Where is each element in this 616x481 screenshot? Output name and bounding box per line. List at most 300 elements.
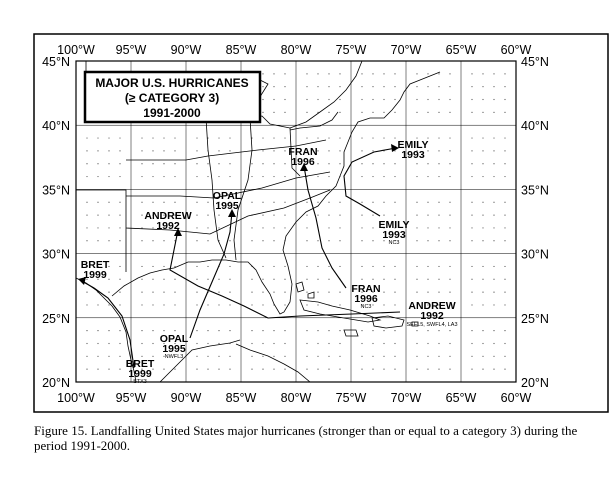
grid-dot [394, 369, 395, 370]
grid-dot [141, 163, 142, 164]
grid-dot [317, 202, 318, 203]
longitude-labels-top [57, 43, 531, 57]
grid-dot [306, 73, 307, 74]
grid-dot [361, 343, 362, 344]
grid-dot [328, 240, 329, 241]
grid-dot [339, 112, 340, 113]
grid-dot [493, 150, 494, 151]
grid-dot [207, 330, 208, 331]
grid-dot [273, 292, 274, 293]
grid-dot [273, 330, 274, 331]
grid-dot [174, 266, 175, 267]
grid-dot [196, 343, 197, 344]
grid-dot [196, 214, 197, 215]
grid-dot [119, 369, 120, 370]
grid-dot [427, 227, 428, 228]
longitude-label-bottom: 75°W [335, 391, 367, 405]
grid-dot [86, 137, 87, 138]
grid-dot [273, 150, 274, 151]
grid-dot [229, 330, 230, 331]
grid-dot [361, 227, 362, 228]
grid-dot [86, 343, 87, 344]
grid-dot [328, 214, 329, 215]
grid-dot [427, 279, 428, 280]
grid-dot [328, 176, 329, 177]
longitude-label-bottom: 90°W [170, 391, 202, 405]
grid-dot [394, 73, 395, 74]
grid-dot [328, 343, 329, 344]
bret-landfall: STX3 [133, 379, 147, 385]
latitude-label-left: 30°N [42, 247, 70, 262]
grid-dot [471, 292, 472, 293]
grid-dot [383, 279, 384, 280]
grid-dot [383, 292, 384, 293]
grid-dot [449, 343, 450, 344]
grid-dot [306, 214, 307, 215]
grid-dot [328, 369, 329, 370]
grid-dot [273, 86, 274, 87]
grid-dot [284, 266, 285, 267]
grid-dot [284, 202, 285, 203]
longitude-label-top: 90°W [170, 43, 202, 57]
grid-dot [229, 150, 230, 151]
grid-dot [119, 240, 120, 241]
grid-dot [471, 279, 472, 280]
longitude-labels-bottom [57, 391, 531, 405]
title-line-3: 1991-2000 [143, 106, 201, 120]
grid-dot [339, 73, 340, 74]
grid-dot [163, 266, 164, 267]
grid-dot [163, 279, 164, 280]
grid-dot [163, 137, 164, 138]
grid-dot [251, 304, 252, 305]
grid-dot [504, 202, 505, 203]
grid-dot [262, 240, 263, 241]
grid-dot [86, 330, 87, 331]
grid-dot [339, 86, 340, 87]
grid-dot [86, 369, 87, 370]
grid-dot [306, 99, 307, 100]
grid-dot [317, 86, 318, 87]
grid-dot [361, 240, 362, 241]
grid-dot [229, 279, 230, 280]
grid-dot [141, 292, 142, 293]
grid-dot [449, 176, 450, 177]
grid-dot [262, 73, 263, 74]
longitude-label-top: 75°W [335, 43, 367, 57]
grid-dot [449, 202, 450, 203]
grid-dot [152, 343, 153, 344]
grid-dot [504, 279, 505, 280]
grid-dot [196, 240, 197, 241]
bret-start-name: BRET [125, 358, 155, 370]
grid-dot [97, 176, 98, 177]
grid-dot [218, 150, 219, 151]
grid-dot [427, 99, 428, 100]
grid-dot [218, 163, 219, 164]
grid-dot [262, 304, 263, 305]
grid-dot [339, 369, 340, 370]
grid-dot [163, 150, 164, 151]
grid-dot [427, 240, 428, 241]
grid-dot [449, 86, 450, 87]
grid-dot [471, 356, 472, 357]
grid-dot [328, 99, 329, 100]
grid-dot [152, 304, 153, 305]
grid-dot [438, 292, 439, 293]
emily-end-year: 1993 [401, 149, 425, 161]
grid-dot [394, 304, 395, 305]
grid-dot [427, 163, 428, 164]
grid-dot [108, 343, 109, 344]
grid-dot [438, 137, 439, 138]
grid-dot [229, 266, 230, 267]
latitude-labels-right [521, 55, 549, 390]
grid-dot [262, 214, 263, 215]
grid-dot [284, 369, 285, 370]
grid-dot [119, 304, 120, 305]
grid-dot [372, 356, 373, 357]
grid-dot [262, 137, 263, 138]
grid-dot [218, 330, 219, 331]
grid-dot [471, 214, 472, 215]
grid-dot [229, 176, 230, 177]
fran-start-name: FRAN [351, 283, 381, 295]
grid-dot [306, 112, 307, 113]
grid-dot [97, 304, 98, 305]
grid-dot [174, 369, 175, 370]
grid-dot [317, 163, 318, 164]
grid-dot [207, 343, 208, 344]
grid-dot [394, 176, 395, 177]
grid-dot [108, 356, 109, 357]
grid-dot [229, 137, 230, 138]
latitude-label-right: 20°N [521, 376, 549, 390]
grid-dot [504, 330, 505, 331]
grid-dot [339, 227, 340, 228]
grid-dot [493, 163, 494, 164]
grid-dot [471, 99, 472, 100]
grid-dot [471, 150, 472, 151]
grid-dot [427, 343, 428, 344]
grid-dot [196, 227, 197, 228]
grid-dot [449, 112, 450, 113]
grid-dot [493, 356, 494, 357]
grid-dot [493, 330, 494, 331]
grid-dot [416, 240, 417, 241]
grid-dot [493, 176, 494, 177]
grid-dot [449, 150, 450, 151]
grid-dot [328, 227, 329, 228]
grid-dot [163, 292, 164, 293]
grid-dot [438, 279, 439, 280]
grid-dot [196, 266, 197, 267]
grid-dot [482, 266, 483, 267]
grid-dot [416, 343, 417, 344]
grid-dot [394, 343, 395, 344]
grid-dot [218, 292, 219, 293]
grid-dot [141, 214, 142, 215]
grid-dot [317, 330, 318, 331]
andrew-start-year: 1992 [420, 310, 444, 322]
grid-dot [471, 343, 472, 344]
grid-dot [339, 343, 340, 344]
grid-dot [273, 266, 274, 267]
grid-dot [449, 214, 450, 215]
grid-dot [174, 163, 175, 164]
grid-dot [339, 163, 340, 164]
emily-end-name: EMILY [397, 139, 429, 151]
grid-dot [251, 202, 252, 203]
grid-dot [284, 99, 285, 100]
grid-dot [383, 214, 384, 215]
grid-dot [251, 279, 252, 280]
grid-dot [306, 137, 307, 138]
opal-end-year: 1995 [215, 200, 239, 212]
grid-dot [438, 214, 439, 215]
grid-dot [504, 86, 505, 87]
grid-dot [262, 343, 263, 344]
grid-dot [273, 202, 274, 203]
grid-dot [196, 279, 197, 280]
grid-dot [108, 369, 109, 370]
latitude-label-left: 35°N [42, 183, 70, 198]
grid-dot [372, 99, 373, 100]
grid-dot [504, 356, 505, 357]
grid-dot [207, 227, 208, 228]
grid-dot [306, 356, 307, 357]
grid-dot [141, 356, 142, 357]
grid-dot [394, 112, 395, 113]
grid-dot [306, 304, 307, 305]
grid-dot [108, 214, 109, 215]
grid-dot [471, 73, 472, 74]
grid-dot [361, 330, 362, 331]
grid-dot [163, 163, 164, 164]
grid-dot [449, 266, 450, 267]
grid-dot [251, 163, 252, 164]
grid-dot [394, 266, 395, 267]
longitude-label-top: 80°W [280, 43, 312, 57]
grid-dot [339, 292, 340, 293]
grid-dot [97, 343, 98, 344]
grid-dot [196, 369, 197, 370]
grid-dot [339, 214, 340, 215]
grid-dot [97, 150, 98, 151]
grid-dot [372, 86, 373, 87]
grid-dot [119, 330, 120, 331]
grid-dot [174, 202, 175, 203]
grid-dot [306, 227, 307, 228]
grid-dot [493, 279, 494, 280]
grid-dot [108, 292, 109, 293]
grid-dot [482, 330, 483, 331]
grid-dot [372, 266, 373, 267]
grid-dot [284, 227, 285, 228]
grid-dot [317, 176, 318, 177]
grid-dot [317, 356, 318, 357]
grid-dot [262, 369, 263, 370]
grid-dot [229, 163, 230, 164]
grid-dot [493, 137, 494, 138]
grid-dot [86, 227, 87, 228]
grid-dot [383, 163, 384, 164]
grid-dot [251, 227, 252, 228]
longitude-label-top: 60°W [500, 43, 532, 57]
grid-dot [493, 227, 494, 228]
grid-dot [97, 137, 98, 138]
grid-dot [262, 99, 263, 100]
grid-dot [504, 214, 505, 215]
grid-dot [141, 202, 142, 203]
grid-dot [383, 202, 384, 203]
longitude-label-bottom: 70°W [390, 391, 422, 405]
grid-dot [218, 227, 219, 228]
grid-dot [482, 163, 483, 164]
grid-dot [383, 176, 384, 177]
grid-dot [97, 163, 98, 164]
grid-dot [372, 369, 373, 370]
grid-dot [482, 279, 483, 280]
grid-dot [86, 240, 87, 241]
grid-dot [383, 304, 384, 305]
grid-dot [262, 176, 263, 177]
grid-dot [306, 330, 307, 331]
grid-dot [504, 343, 505, 344]
grid-dot [383, 99, 384, 100]
grid-dot [251, 343, 252, 344]
grid-dot [471, 112, 472, 113]
grid-dot [207, 356, 208, 357]
grid-dot [416, 176, 417, 177]
grid-dot [97, 369, 98, 370]
grid-dot [119, 227, 120, 228]
grid-dot [449, 163, 450, 164]
grid-dot [218, 343, 219, 344]
grid-dot [427, 176, 428, 177]
grid-dot [482, 86, 483, 87]
grid-dot [86, 214, 87, 215]
grid-dot [427, 73, 428, 74]
grid-dot [394, 214, 395, 215]
grid-dot [504, 112, 505, 113]
grid-dot [196, 356, 197, 357]
grid-dot [284, 137, 285, 138]
grid-dot [361, 86, 362, 87]
grid-dot [97, 240, 98, 241]
grid-dot [427, 112, 428, 113]
grid-dot [273, 99, 274, 100]
grid-dot [262, 86, 263, 87]
grid-dot [438, 150, 439, 151]
grid-dot [273, 73, 274, 74]
title-box [85, 72, 260, 122]
grid-dot [427, 86, 428, 87]
grid-dot [328, 330, 329, 331]
grid-dot [251, 176, 252, 177]
grid-dot [361, 369, 362, 370]
grid-dot [372, 163, 373, 164]
andrew-start-name: ANDREW [408, 300, 456, 312]
grid-dot [449, 240, 450, 241]
grid-dot [152, 227, 153, 228]
grid-dot [339, 330, 340, 331]
title-line-1: MAJOR U.S. HURRICANES [95, 76, 249, 90]
grid-dot [196, 304, 197, 305]
grid-dot [251, 369, 252, 370]
grid-dot [416, 86, 417, 87]
grid-dot [306, 202, 307, 203]
grid-dot [504, 369, 505, 370]
grid-dot [416, 99, 417, 100]
grid-dot [317, 304, 318, 305]
grid-dot [273, 356, 274, 357]
grid-dot [108, 240, 109, 241]
grid-dot [471, 202, 472, 203]
grid-dot [504, 227, 505, 228]
grid-dot [196, 150, 197, 151]
grid-dot [449, 330, 450, 331]
grid-dot [361, 163, 362, 164]
grid-dot [262, 112, 263, 113]
grid-dot [284, 150, 285, 151]
grid-dot [438, 73, 439, 74]
grid-dot [372, 73, 373, 74]
grid-dot [141, 150, 142, 151]
grid-dot [493, 112, 494, 113]
grid-dot [416, 266, 417, 267]
grid-dot [306, 292, 307, 293]
grid-dot [262, 163, 263, 164]
latitude-label-left: 25°N [42, 311, 70, 326]
longitude-label-bottom: 100°W [57, 391, 95, 405]
grid-dot [86, 150, 87, 151]
grid-dot [361, 266, 362, 267]
grid-dot [416, 73, 417, 74]
grid-dot [328, 73, 329, 74]
grid-dot [416, 202, 417, 203]
grid-dot [482, 292, 483, 293]
grid-dot [284, 279, 285, 280]
grid-dot [317, 73, 318, 74]
grid-dot [284, 304, 285, 305]
grid-dot [284, 356, 285, 357]
grid-dot [141, 343, 142, 344]
grid-dot [482, 137, 483, 138]
grid-dot [493, 343, 494, 344]
grid-dot [328, 279, 329, 280]
grid-dot [317, 214, 318, 215]
grid-dot [416, 369, 417, 370]
grid-dot [251, 292, 252, 293]
opal-start-year: 1995 [162, 343, 186, 355]
grid-dot [273, 343, 274, 344]
grid-dot [141, 279, 142, 280]
fran-end-name: FRAN [288, 146, 318, 158]
grid-dot [218, 356, 219, 357]
grid-dot [438, 86, 439, 87]
grid-dot [394, 330, 395, 331]
opal-landfall: NWFL3 [164, 354, 184, 360]
grid-dot [394, 202, 395, 203]
grid-dot [218, 369, 219, 370]
grid-dot [383, 266, 384, 267]
grid-dot [229, 304, 230, 305]
grid-dot [471, 330, 472, 331]
grid-dot [471, 304, 472, 305]
grid-dot [493, 369, 494, 370]
grid-dot [196, 330, 197, 331]
